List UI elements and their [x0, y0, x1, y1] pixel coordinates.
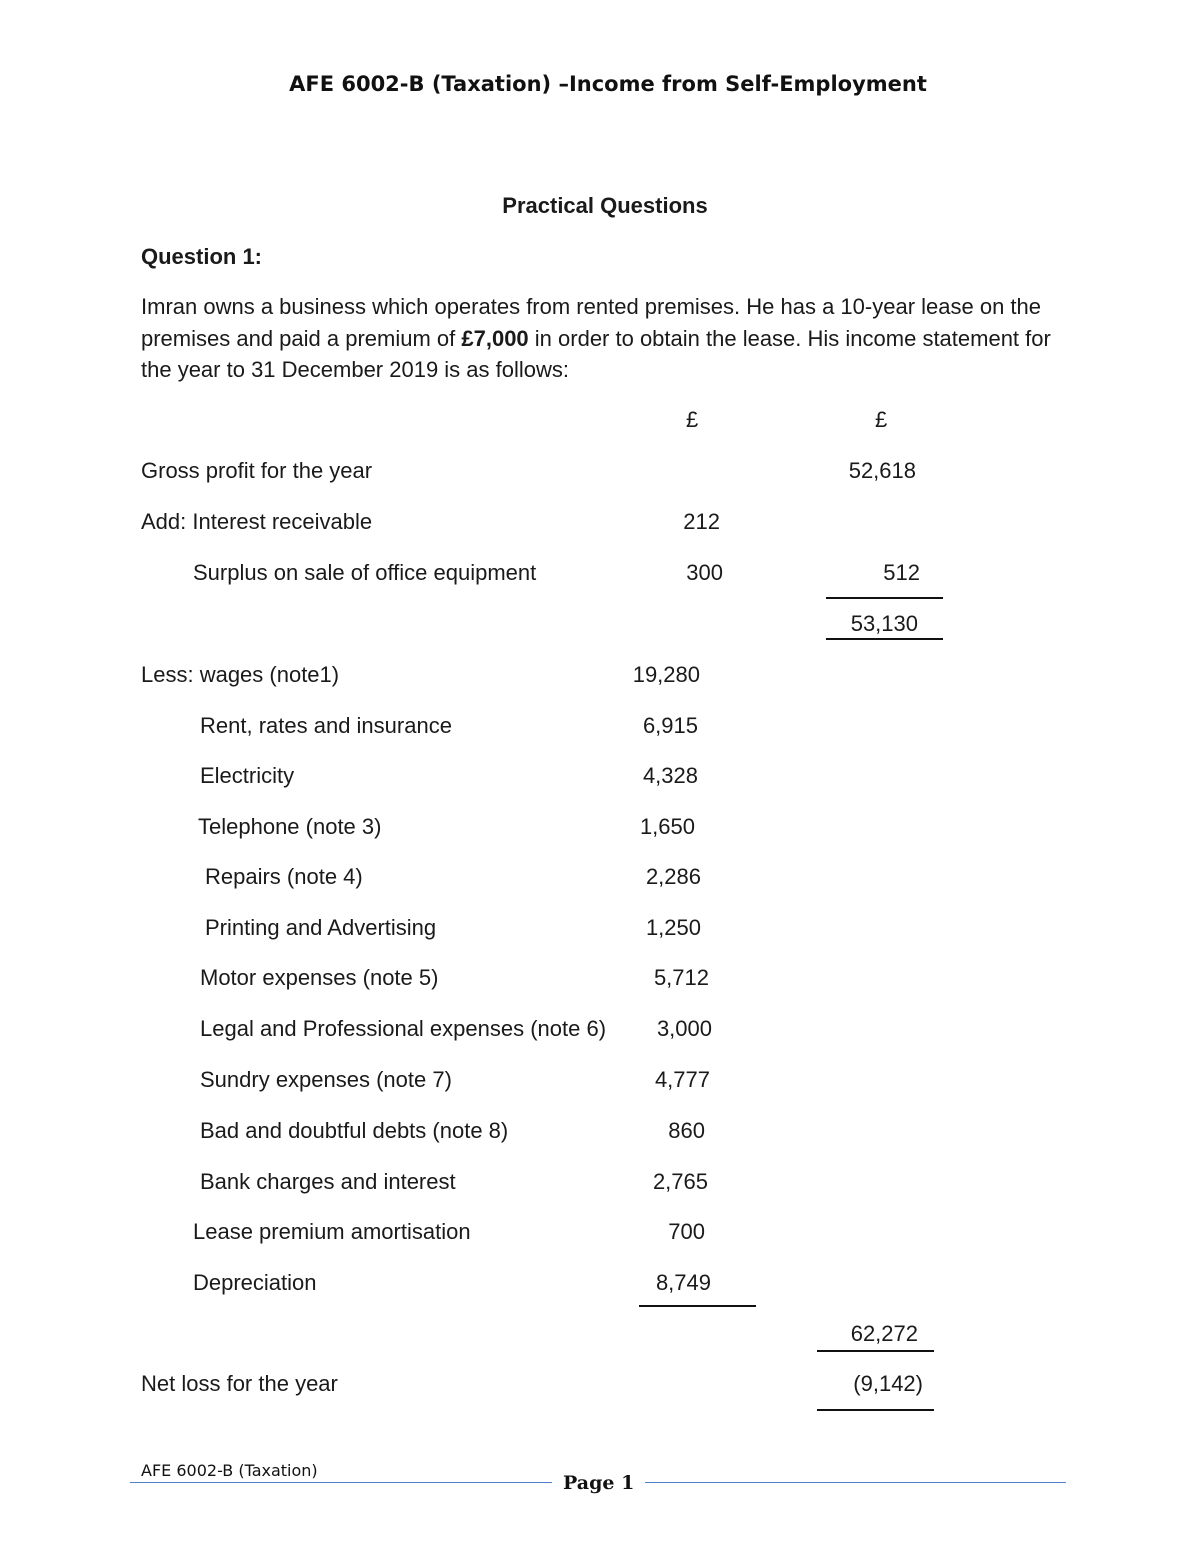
expense-row-value: 2,765 [652, 1169, 708, 1194]
gross-profit-label: Gross profit for the year [141, 458, 373, 483]
intro-text-1: Imran owns a business which operates from rented premises. He has a 10-year lease on the premises and paid a premium of [141, 294, 1042, 351]
expense-row-label: Less: wages (note1) [141, 662, 340, 687]
page-number: Page 1 [563, 1472, 635, 1494]
add-row-col1: 300 [686, 560, 723, 585]
expense-row-value: 3,000 [656, 1016, 712, 1041]
footer-course-code: AFE 6002-B (Taxation) [141, 1461, 318, 1480]
question-label: Question 1: [141, 244, 263, 269]
expense-row-label: Printing and Advertising [205, 915, 437, 940]
footer-rule-left [130, 1482, 552, 1483]
expense-row-label: Repairs (note 4) [205, 864, 363, 889]
subtotal-value: 53,130 [850, 611, 918, 636]
expense-row-value: 2,286 [645, 864, 701, 889]
expense-row-label: Telephone (note 3) [198, 814, 382, 839]
add-row-col2: 512 [883, 560, 920, 585]
subtotal-rule-top [826, 597, 943, 599]
footer-rule-right [645, 1482, 1066, 1483]
subtotal-rule-bottom [826, 638, 943, 640]
net-loss-value: (9,142) [853, 1371, 923, 1396]
intro-text-2: in order to obtain the lease. His income statement for the year to 31 December 2019 is as follows: [141, 325, 1051, 382]
question-text [141, 291, 1081, 386]
expense-row-label: Motor expenses (note 5) [200, 965, 439, 990]
net-loss-label: Net loss for the year [141, 1371, 338, 1396]
expense-row-value: 6,915 [642, 713, 698, 738]
expense-row-value: 1,650 [639, 814, 695, 839]
add-row-label: Surplus on sale of office equipment [193, 560, 537, 585]
section-heading: Practical Questions [502, 193, 708, 218]
expense-row-value: 4,328 [642, 763, 698, 788]
expense-row-value: 8,749 [655, 1270, 711, 1295]
expense-row-value: 4,777 [654, 1067, 710, 1092]
expense-row-label: Electricity [200, 763, 295, 788]
currency-header-col2: £ [875, 407, 888, 432]
total-rule [817, 1350, 934, 1352]
expense-row-value: 1,250 [645, 915, 701, 940]
expense-row-value: 19,280 [632, 662, 700, 687]
add-row-col1: 212 [683, 509, 720, 534]
expense-row-label: Bank charges and interest [200, 1169, 456, 1194]
total-expenses-value: 62,272 [850, 1321, 918, 1346]
document-title: AFE 6002-B (Taxation) –Income from Self-Employment [289, 72, 927, 96]
expense-row-label: Bad and doubtful debts (note 8) [200, 1118, 509, 1143]
gross-profit-value: 52,618 [848, 458, 916, 483]
net-loss-rule [817, 1409, 934, 1411]
expense-row-label: Sundry expenses (note 7) [200, 1067, 452, 1092]
currency-header-col1: £ [686, 407, 699, 432]
expense-row-label: Lease premium amortisation [193, 1219, 471, 1244]
expense-row-label: Rent, rates and insurance [200, 713, 452, 738]
expense-row-label: Depreciation [193, 1270, 317, 1295]
expense-row-value: 700 [668, 1219, 705, 1244]
expense-row-value: 5,712 [653, 965, 709, 990]
expense-row-label: Legal and Professional expenses (note 6) [200, 1016, 607, 1041]
expenses-rule [639, 1305, 756, 1307]
expense-row-value: 860 [668, 1118, 705, 1143]
add-row-label: Add: Interest receivable [141, 509, 373, 534]
premium-amount: £7,000 [461, 325, 529, 351]
